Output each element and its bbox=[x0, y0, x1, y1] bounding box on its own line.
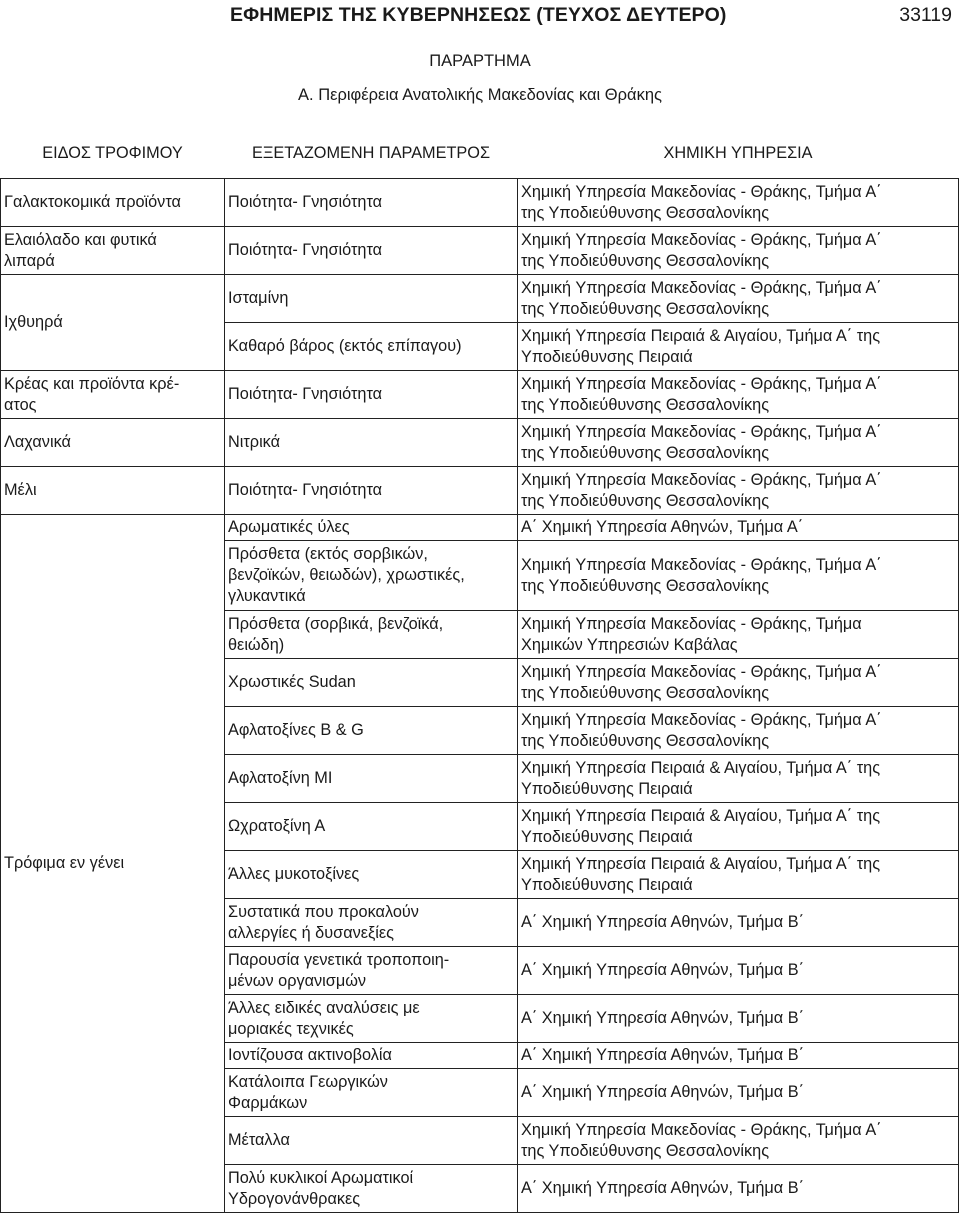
annex-title: ΠΑΡΑΡΤΗΜΑ bbox=[429, 52, 531, 70]
parameter-cell: Ποιότητα- Γνησιότητα bbox=[225, 467, 518, 515]
page-header bbox=[0, 0, 960, 30]
service-cell: Χημική Υπηρεσία Μακεδονίας - Θράκης, Τμήμα Α΄ της Υποδιεύθυνσης Θεσσαλονίκης bbox=[518, 707, 959, 755]
region-title: Α. Περιφέρεια Ανατολικής Μακεδονίας και Θράκης bbox=[298, 86, 662, 104]
service-cell: Χημική Υπηρεσία Πειραιά & Αιγαίου, Τμήμα Α΄ της Υποδιεύθυνσης Πειραιά bbox=[518, 323, 959, 371]
food-dairy: Γαλακτοκομικά προϊόντα bbox=[1, 179, 225, 227]
parameter-cell: Κατάλοιπα Γεωργικών Φαρμάκων bbox=[225, 1069, 518, 1117]
service-cell: Χημική Υπηρεσία Μακεδονίας - Θράκης, Τμήμα Α΄ της Υποδιεύθυνσης Θεσσαλονίκης bbox=[518, 1117, 959, 1165]
service-cell: Α΄ Χημική Υπηρεσία Αθηνών, Τμήμα Β΄ bbox=[518, 1043, 959, 1069]
parameter-cell: Αφλατοξίνες Β & G bbox=[225, 707, 518, 755]
parameter-cell: Ωχρατοξίνη Α bbox=[225, 803, 518, 851]
parameter-cell: Μέταλλα bbox=[225, 1117, 518, 1165]
parameter-cell: Χρωστικές Sudan bbox=[225, 659, 518, 707]
service-cell: Χημική Υπηρεσία Μακεδονίας - Θράκης, Τμήμα Α΄ της Υποδιεύθυνσης Θεσσαλονίκης bbox=[518, 371, 959, 419]
gazette-title: ΕΦΗΜΕΡΙΣ ΤΗΣ ΚΥΒΕΡΝΗΣΕΩΣ (ΤΕΥΧΟΣ ΔΕΥΤΕΡΟ) bbox=[230, 4, 727, 26]
parameter-cell: Άλλες ειδικές αναλύσεις με μοριακές τεχνικές bbox=[225, 995, 518, 1043]
service-cell: Χημική Υπηρεσία Μακεδονίας - Θράκης, Τμήμα Α΄ της Υποδιεύθυνσης Θεσσαλονίκης bbox=[518, 541, 959, 611]
food-vegetables: Λαχανικά bbox=[1, 419, 225, 467]
lab-assignment-table bbox=[0, 128, 959, 1213]
table-row bbox=[1, 371, 959, 419]
parameter-cell: Άλλες μυκοτοξίνες bbox=[225, 851, 518, 899]
table-row bbox=[1, 419, 959, 467]
service-cell: Χημική Υπηρεσία Πειραιά & Αιγαίου, Τμήμα Α΄ της Υποδιεύθυνσης Πειραιά bbox=[518, 851, 959, 899]
parameter-cell: Καθαρό βάρος (εκτός επίπαγου) bbox=[225, 323, 518, 371]
table-header-row bbox=[1, 128, 959, 179]
table-row bbox=[1, 227, 959, 275]
food-olive-oil: Ελαιόλαδο και φυτικά λιπαρά bbox=[1, 227, 225, 275]
table-row bbox=[1, 515, 959, 541]
header-parameter: ΕΞΕΤΑΖΟΜΕΝΗ ΠΑΡΑΜΕΤΡΟΣ bbox=[225, 128, 518, 179]
service-cell: Α΄ Χημική Υπηρεσία Αθηνών, Τμήμα Β΄ bbox=[518, 995, 959, 1043]
parameter-cell: Ποιότητα- Γνησιότητα bbox=[225, 371, 518, 419]
parameter-cell: Πρόσθετα (εκτός σορβικών, βενζοϊκών, θειωδών), χρωστικές, γλυκαντικά bbox=[225, 541, 518, 611]
parameter-cell: Ποιότητα- Γνησιότητα bbox=[225, 179, 518, 227]
table-row bbox=[1, 179, 959, 227]
table-row bbox=[1, 467, 959, 515]
parameter-cell: Παρουσία γενετικά τροποποιη- μένων οργανισμών bbox=[225, 947, 518, 995]
parameter-cell: Πρόσθετα (σορβικά, βενζοϊκά, θειώδη) bbox=[225, 611, 518, 659]
service-cell: Χημική Υπηρεσία Μακεδονίας - Θράκης, Τμήμα Α΄ της Υποδιεύθυνσης Θεσσαλονίκης bbox=[518, 467, 959, 515]
parameter-cell: Αρωματικές ύλες bbox=[225, 515, 518, 541]
parameter-cell: Ποιότητα- Γνησιότητα bbox=[225, 227, 518, 275]
service-cell: Α΄ Χημική Υπηρεσία Αθηνών, Τμήμα Β΄ bbox=[518, 1069, 959, 1117]
parameter-cell: Πολύ κυκλικοί Αρωματικοί Υδρογονάνθρακες bbox=[225, 1165, 518, 1213]
service-cell: Χημική Υπηρεσία Μακεδονίας - Θράκης, Τμήμα Α΄ της Υποδιεύθυνσης Θεσσαλονίκης bbox=[518, 179, 959, 227]
parameter-cell: Ισταμίνη bbox=[225, 275, 518, 323]
food-fish: Ιχθυηρά bbox=[1, 275, 225, 371]
table-row bbox=[1, 275, 959, 323]
service-cell: Α΄ Χημική Υπηρεσία Αθηνών, Τμήμα Β΄ bbox=[518, 947, 959, 995]
service-cell: Χημική Υπηρεσία Πειραιά & Αιγαίου, Τμήμα Α΄ της Υποδιεύθυνσης Πειραιά bbox=[518, 755, 959, 803]
page-number: 33119 bbox=[899, 4, 952, 26]
food-meat: Κρέας και προϊόντα κρέ- ατος bbox=[1, 371, 225, 419]
service-cell: Α΄ Χημική Υπηρεσία Αθηνών, Τμήμα Β΄ bbox=[518, 1165, 959, 1213]
parameter-cell: Αφλατοξίνη ΜΙ bbox=[225, 755, 518, 803]
service-cell: Χημική Υπηρεσία Πειραιά & Αιγαίου, Τμήμα Α΄ της Υποδιεύθυνσης Πειραιά bbox=[518, 803, 959, 851]
service-cell: Χημική Υπηρεσία Μακεδονίας - Θράκης, Τμήμα Α΄ της Υποδιεύθυνσης Θεσσαλονίκης bbox=[518, 659, 959, 707]
service-cell: Α΄ Χημική Υπηρεσία Αθηνών, Τμήμα Α΄ bbox=[518, 515, 959, 541]
food-honey: Μέλι bbox=[1, 467, 225, 515]
service-cell: Χημική Υπηρεσία Μακεδονίας - Θράκης, Τμήμα Α΄ της Υποδιεύθυνσης Θεσσαλονίκης bbox=[518, 419, 959, 467]
food-general: Τρόφιμα εν γένει bbox=[1, 515, 225, 1213]
header-food-type: ΕΙΔΟΣ ΤΡΟΦΙΜΟΥ bbox=[1, 128, 225, 179]
parameter-cell: Συστατικά που προκαλούν αλλεργίες ή δυσανεξίες bbox=[225, 899, 518, 947]
parameter-cell: Νιτρικά bbox=[225, 419, 518, 467]
service-cell: Χημική Υπηρεσία Μακεδονίας - Θράκης, Τμήμα Α΄ της Υποδιεύθυνσης Θεσσαλονίκης bbox=[518, 227, 959, 275]
header-chemical-service: ΧΗΜΙΚΗ ΥΠΗΡΕΣΙΑ bbox=[518, 128, 959, 179]
parameter-cell: Ιοντίζουσα ακτινοβολία bbox=[225, 1043, 518, 1069]
service-cell: Χημική Υπηρεσία Μακεδονίας - Θράκης, Τμήμα Χημικών Υπηρεσιών Καβάλας bbox=[518, 611, 959, 659]
service-cell: Χημική Υπηρεσία Μακεδονίας - Θράκης, Τμήμα Α΄ της Υποδιεύθυνσης Θεσσαλονίκης bbox=[518, 275, 959, 323]
service-cell: Α΄ Χημική Υπηρεσία Αθηνών, Τμήμα Β΄ bbox=[518, 899, 959, 947]
